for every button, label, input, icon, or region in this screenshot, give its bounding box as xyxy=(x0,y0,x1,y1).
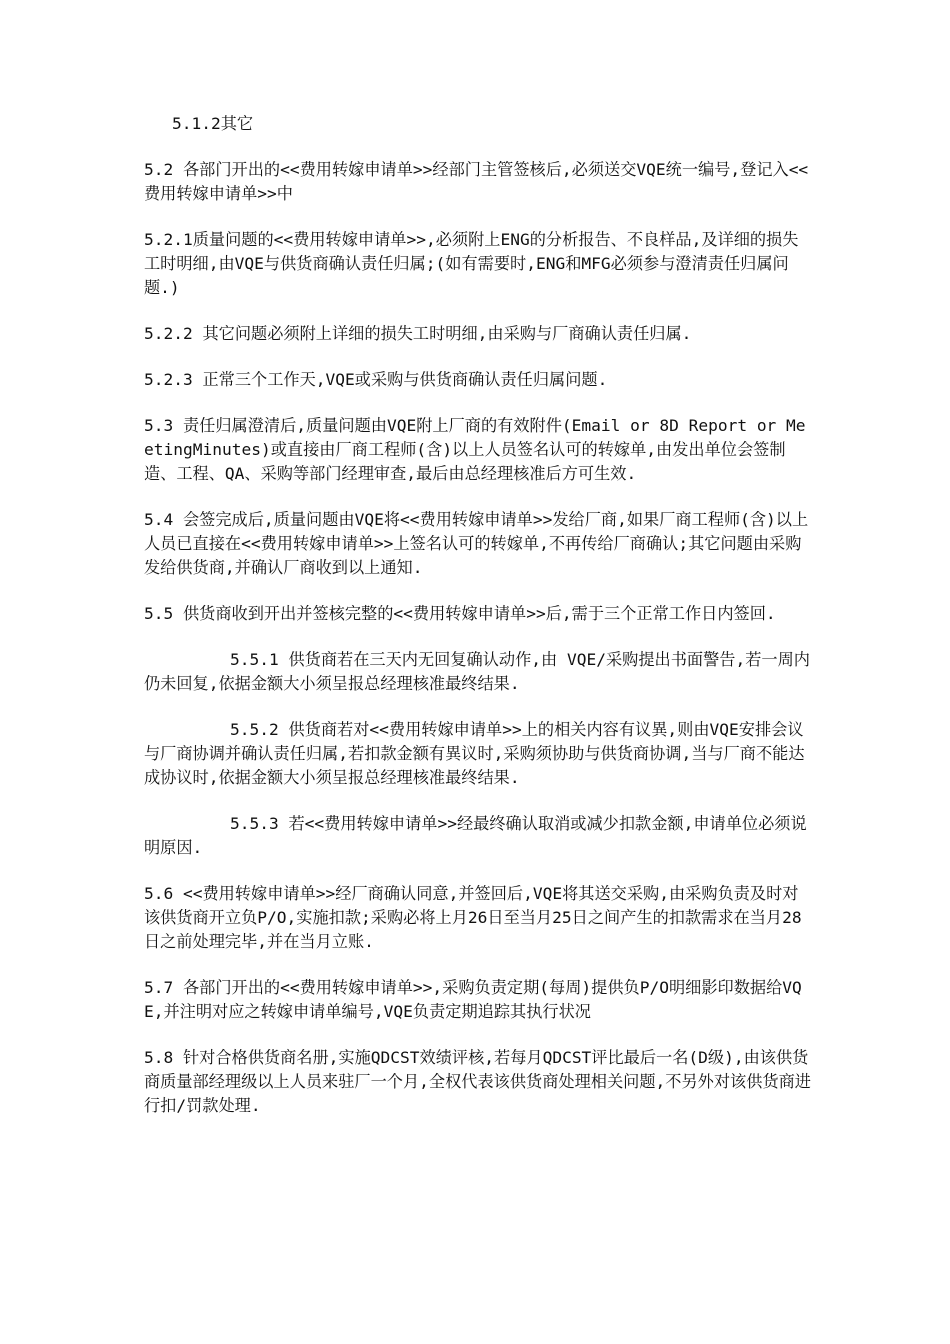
paragraph-5-2-1: 5.2.1质量问题的<<费用转嫁申请单>>,必须附上ENG的分析报告、不良样品,及详细的损失工时明细,由VQE与供货商确认责任归属;(如有需要时,ENG和MFG必须参与澄清责任归属问题.) xyxy=(144,230,799,297)
paragraph-5-4: 5.4 会签完成后,质量问题由VQE将<<费用转嫁申请单>>发给厂商,如果厂商工程师(含)以上人员已直接在<<费用转嫁申请单>>上签名认可的转嫁单,不再传给厂商确认;其它问题由采购发给供货商,并确认厂商收到以上通知. xyxy=(144,510,809,577)
paragraph-5-5: 5.5 供货商收到开出并签核完整的<<费用转嫁申请单>>后,需于三个正常工作日内签回. xyxy=(144,604,776,623)
paragraph-5-5-2: 5.5.2 供货商若对<<费用转嫁申请单>>上的相关内容有议異,则由VQE安排会议与厂商协调并确认责任归属,若扣款金额有異议时,采购须协助与供货商协调,当与厂商不能达成协议时,依据金额大小须呈报总经理核准最终结果. xyxy=(144,720,805,787)
paragraph-5-8: 5.8 针对合格供货商名册,实施QDCST效绩评核,若每月QDCST评比最后一名(D级),由该供货商质量部经理级以上人员来驻厂一个月,全权代表该供货商处理相关问题,不另外对该供货商进行扣/罚款处理. xyxy=(144,1048,811,1115)
paragraph-5-6: 5.6 <<费用转嫁申请单>>经厂商确认同意,并签回后,VQE将其送交采购,由采购负责及时对该供货商开立负P/O,实施扣款;采购必将上月26日至当月25日之间产生的扣款需求在当月28日之前处理完毕,并在当月立账. xyxy=(144,884,802,951)
paragraph-5-2-3: 5.2.3 正常三个工作天,VQE或采购与供货商确认责任归属问题. xyxy=(144,370,608,389)
paragraph-5-3: 5.3 责任归属澄清后,质量问题由VQE附上厂商的有效附件(Email or 8D Report or MeetingMinutes)或直接由厂商工程师(含)以上人员签名认可的转嫁单,由发出单位会签制造、工程、QA、采购等部门经理审查,最后由总经理核准后方可生效. xyxy=(144,416,806,483)
document-body xyxy=(144,112,812,1140)
paragraph-5-2: 5.2 各部门开出的<<费用转嫁申请单>>经部门主管签核后,必须送交VQE统一编号,登记入<<费用转嫁申请单>>中 xyxy=(144,160,809,203)
paragraph-5-1-2: 5.1.2其它 xyxy=(172,114,254,133)
paragraph-5-2-2: 5.2.2 其它问题必须附上详细的损失工时明细,由采购与厂商确认责任归属. xyxy=(144,324,692,343)
paragraph-5-5-3: 5.5.3 若<<费用转嫁申请单>>经最终确认取消或减少扣款金额,申请单位必须说明原因. xyxy=(144,814,807,857)
paragraph-5-5-1: 5.5.1 供货商若在三天内无回复确认动作,由 VQE/采购提出书面警告,若一周内仍未回复,依据金额大小须呈报总经理核准最终结果. xyxy=(144,650,810,693)
paragraph-5-7: 5.7 各部门开出的<<费用转嫁申请单>>,采购负责定期(每周)提供负P/O明细影印数据给VQE,并注明对应之转嫁申请单编号,VQE负责定期追踪其执行状况 xyxy=(144,978,802,1021)
